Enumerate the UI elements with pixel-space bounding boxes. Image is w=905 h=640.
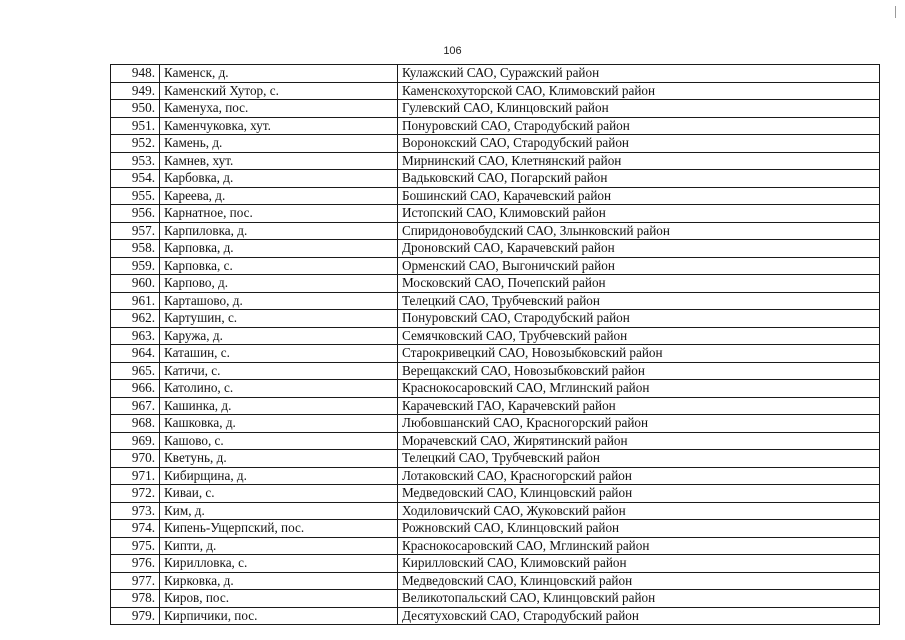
settlement-name-cell: Карпово, д. [160, 275, 398, 293]
settlement-name-cell: Каменчуковка, хут. [160, 117, 398, 135]
row-number-cell: 976. [111, 555, 160, 573]
table-row [111, 100, 880, 118]
table-row [111, 65, 880, 83]
settlement-name-cell: Кирпичики, пос. [160, 607, 398, 625]
row-number-cell: 965. [111, 362, 160, 380]
row-number-cell: 978. [111, 590, 160, 608]
row-number-cell: 973. [111, 502, 160, 520]
table-row [111, 450, 880, 468]
table-row [111, 345, 880, 363]
administration-cell: Вадьковский САО, Погарский район [398, 170, 880, 188]
table-row [111, 432, 880, 450]
administration-cell: Медведовский САО, Клинцовский район [398, 572, 880, 590]
settlement-name-cell: Киваи, с. [160, 485, 398, 503]
settlement-name-cell: Камень, д. [160, 135, 398, 153]
table-row [111, 170, 880, 188]
administration-cell: Краснокосаровский САО, Мглинский район [398, 380, 880, 398]
administration-cell: Воронокский САО, Стародубский район [398, 135, 880, 153]
administration-cell: Ходиловичский САО, Жуковский район [398, 502, 880, 520]
settlement-name-cell: Кашковка, д. [160, 415, 398, 433]
row-number-cell: 964. [111, 345, 160, 363]
table-row [111, 117, 880, 135]
administration-cell: Московский САО, Почепский район [398, 275, 880, 293]
table-row [111, 187, 880, 205]
settlement-table-body [111, 65, 880, 625]
row-number-cell: 977. [111, 572, 160, 590]
administration-cell: Кирилловский САО, Климовский район [398, 555, 880, 573]
settlement-name-cell: Каменск, д. [160, 65, 398, 83]
administration-cell: Любовшанский САО, Красногорский район [398, 415, 880, 433]
administration-cell: Великотопальский САО, Клинцовский район [398, 590, 880, 608]
administration-cell: Морачевский САО, Жирятинский район [398, 432, 880, 450]
row-number-cell: 957. [111, 222, 160, 240]
row-number-cell: 960. [111, 275, 160, 293]
table-row [111, 152, 880, 170]
administration-cell: Старокривецкий САО, Новозыбковский район [398, 345, 880, 363]
row-number-cell: 972. [111, 485, 160, 503]
settlement-name-cell: Кирковка, д. [160, 572, 398, 590]
administration-cell: Десятуховский САО, Стародубский район [398, 607, 880, 625]
settlement-name-cell: Камнев, хут. [160, 152, 398, 170]
table-row [111, 607, 880, 625]
table-row [111, 502, 880, 520]
row-number-cell: 949. [111, 82, 160, 100]
settlement-name-cell: Каташин, с. [160, 345, 398, 363]
table-row [111, 257, 880, 275]
settlement-name-cell: Карнатное, пос. [160, 205, 398, 223]
row-number-cell: 956. [111, 205, 160, 223]
table-row [111, 555, 880, 573]
administration-cell: Бошинский САО, Карачевский район [398, 187, 880, 205]
row-number-cell: 969. [111, 432, 160, 450]
row-number-cell: 974. [111, 520, 160, 538]
row-number-cell: 953. [111, 152, 160, 170]
settlement-name-cell: Кибирщина, д. [160, 467, 398, 485]
row-number-cell: 955. [111, 187, 160, 205]
administration-cell: Телецкий САО, Трубчевский район [398, 450, 880, 468]
administration-cell: Рожновский САО, Клинцовский район [398, 520, 880, 538]
table-row [111, 362, 880, 380]
administration-cell: Орменский САО, Выгоничский район [398, 257, 880, 275]
settlement-name-cell: Киров, пос. [160, 590, 398, 608]
table-row [111, 310, 880, 328]
row-number-cell: 950. [111, 100, 160, 118]
row-number-cell: 967. [111, 397, 160, 415]
administration-cell: Карачевский ГАО, Карачевский район [398, 397, 880, 415]
table-row [111, 82, 880, 100]
row-number-cell: 979. [111, 607, 160, 625]
administration-cell: Верещакский САО, Новозыбковский район [398, 362, 880, 380]
settlement-name-cell: Кашинка, д. [160, 397, 398, 415]
settlement-name-cell: Каменуха, пос. [160, 100, 398, 118]
settlement-name-cell: Катичи, с. [160, 362, 398, 380]
table-row [111, 520, 880, 538]
administration-cell: Медведовский САО, Клинцовский район [398, 485, 880, 503]
table-row [111, 275, 880, 293]
table-row [111, 292, 880, 310]
row-number-cell: 963. [111, 327, 160, 345]
table-row [111, 590, 880, 608]
administration-cell: Гулевский САО, Клинцовский район [398, 100, 880, 118]
settlement-name-cell: Кветунь, д. [160, 450, 398, 468]
settlement-name-cell: Кирилловка, с. [160, 555, 398, 573]
administration-cell: Лотаковский САО, Красногорский район [398, 467, 880, 485]
row-number-cell: 966. [111, 380, 160, 398]
table-row [111, 240, 880, 258]
table-row [111, 572, 880, 590]
row-number-cell: 971. [111, 467, 160, 485]
settlement-name-cell: Карповка, с. [160, 257, 398, 275]
row-number-cell: 970. [111, 450, 160, 468]
table-row [111, 467, 880, 485]
table-row [111, 397, 880, 415]
settlement-name-cell: Кипти, д. [160, 537, 398, 555]
settlement-name-cell: Ким, д. [160, 502, 398, 520]
row-number-cell: 962. [111, 310, 160, 328]
row-number-cell: 961. [111, 292, 160, 310]
administration-cell: Дроновский САО, Карачевский район [398, 240, 880, 258]
administration-cell: Семячковский САО, Трубчевский район [398, 327, 880, 345]
row-number-cell: 958. [111, 240, 160, 258]
administration-cell: Спиридоновобудский САО, Злынковский район [398, 222, 880, 240]
settlement-name-cell: Картушин, с. [160, 310, 398, 328]
administration-cell: Истопский САО, Климовский район [398, 205, 880, 223]
administration-cell: Понуровский САО, Стародубский район [398, 117, 880, 135]
settlement-name-cell: Католино, с. [160, 380, 398, 398]
settlement-name-cell: Кипень-Ущерпский, пос. [160, 520, 398, 538]
table-row [111, 135, 880, 153]
administration-cell: Мирнинский САО, Клетнянский район [398, 152, 880, 170]
settlement-name-cell: Кашово, с. [160, 432, 398, 450]
row-number-cell: 975. [111, 537, 160, 555]
administration-cell: Каменскохуторской САО, Климовский район [398, 82, 880, 100]
settlement-name-cell: Кареева, д. [160, 187, 398, 205]
administration-cell: Телецкий САО, Трубчевский район [398, 292, 880, 310]
settlement-name-cell: Карбовка, д. [160, 170, 398, 188]
row-number-cell: 948. [111, 65, 160, 83]
row-number-cell: 952. [111, 135, 160, 153]
settlement-name-cell: Карповка, д. [160, 240, 398, 258]
settlement-table [110, 64, 880, 625]
table-row [111, 415, 880, 433]
table-row [111, 485, 880, 503]
row-number-cell: 968. [111, 415, 160, 433]
edge-mark [895, 6, 896, 18]
settlement-name-cell: Карпиловка, д. [160, 222, 398, 240]
administration-cell: Понуровский САО, Стародубский район [398, 310, 880, 328]
settlement-name-cell: Каружа, д. [160, 327, 398, 345]
table-row [111, 205, 880, 223]
row-number-cell: 959. [111, 257, 160, 275]
settlement-name-cell: Каменский Хутор, с. [160, 82, 398, 100]
row-number-cell: 954. [111, 170, 160, 188]
settlement-name-cell: Карташово, д. [160, 292, 398, 310]
administration-cell: Краснокосаровский САО, Мглинский район [398, 537, 880, 555]
table-row [111, 537, 880, 555]
table-row [111, 327, 880, 345]
table-row [111, 380, 880, 398]
row-number-cell: 951. [111, 117, 160, 135]
table-row [111, 222, 880, 240]
administration-cell: Кулажский САО, Суражский район [398, 65, 880, 83]
page-number: 106 [443, 45, 462, 57]
